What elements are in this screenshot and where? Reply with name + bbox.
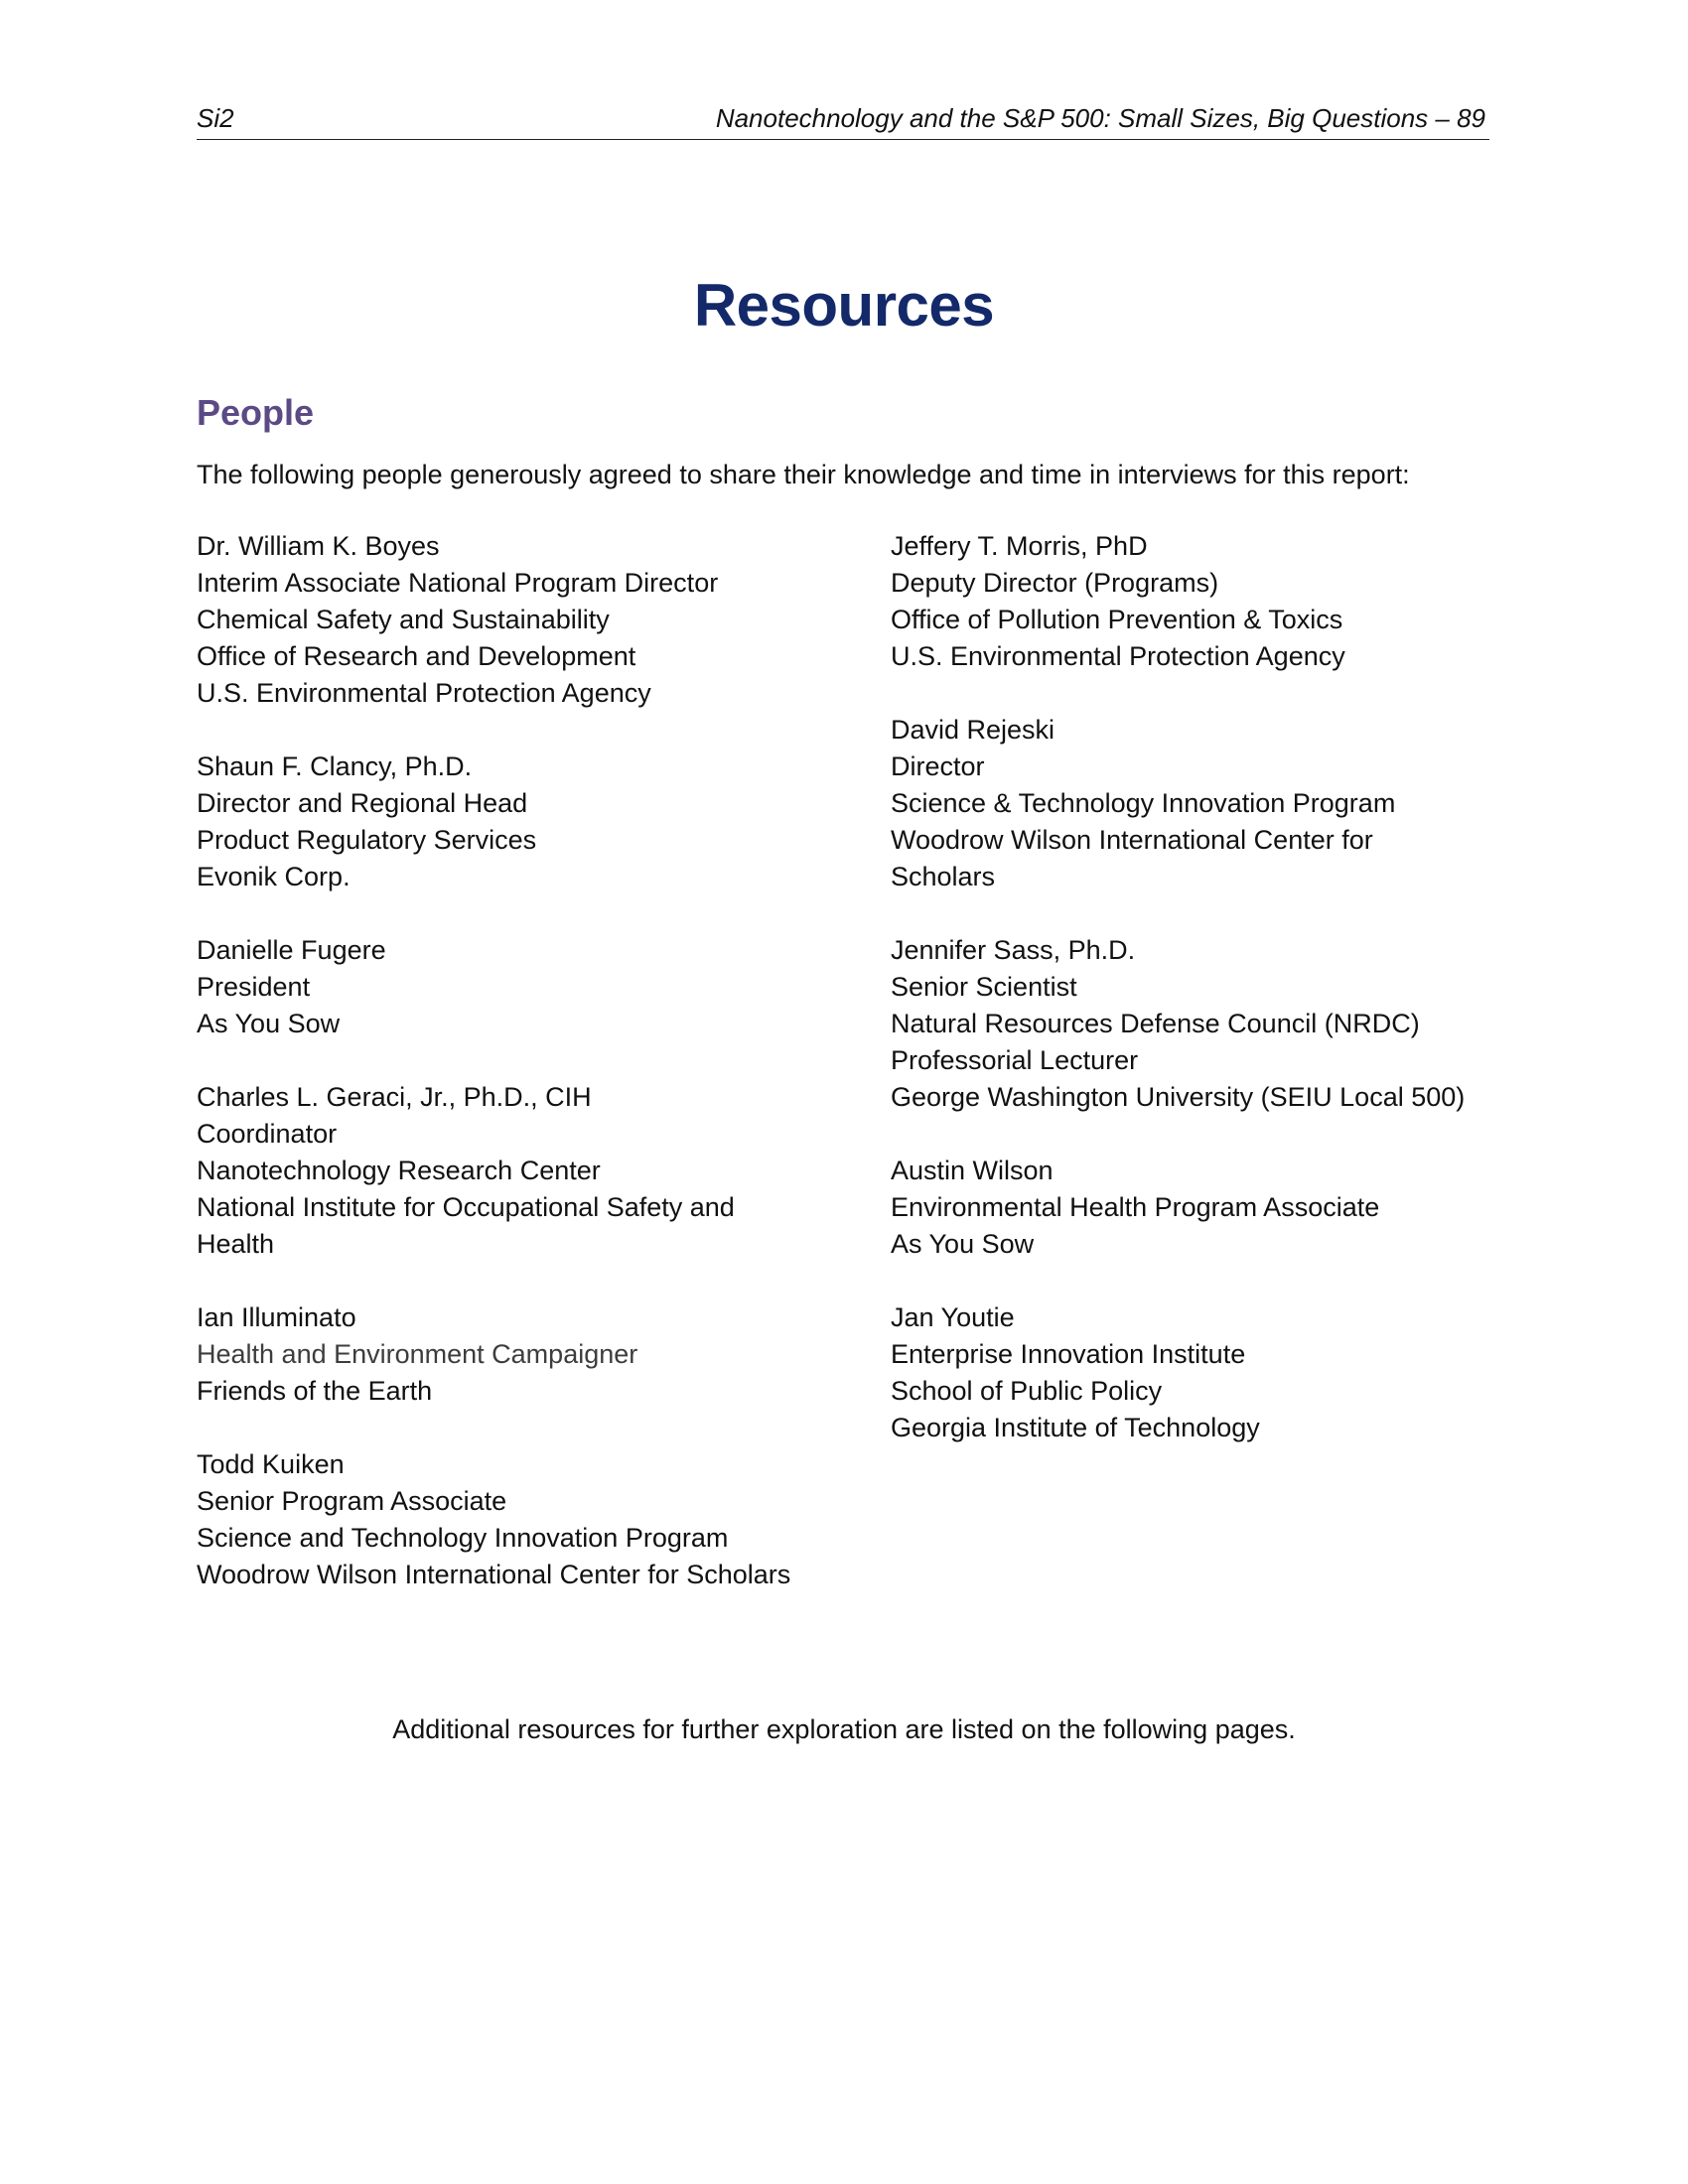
person-name: Danielle Fugere (197, 935, 386, 965)
person-name: Jan Youtie (891, 1302, 1015, 1332)
person-detail: Director (891, 751, 985, 781)
person-name: Jennifer Sass, Ph.D. (891, 935, 1136, 965)
person-detail: Chemical Safety and Sustainability (197, 605, 610, 634)
person-detail: Coordinator (197, 1119, 338, 1149)
person-detail: President (197, 972, 311, 1002)
person-entry (197, 1299, 872, 1410)
person-entry (197, 1079, 872, 1263)
person-entry (891, 1153, 1566, 1263)
person-detail: Environmental Health Program Associate (891, 1192, 1380, 1222)
person-name: Charles L. Geraci, Jr., Ph.D., CIH (197, 1082, 592, 1112)
person-detail: Science and Technology Innovation Program (197, 1523, 729, 1553)
person-entry (891, 1299, 1566, 1446)
person-detail: Evonik Corp. (197, 862, 351, 891)
person-detail: Science & Technology Innovation Program (891, 788, 1396, 818)
person-detail: Interim Associate National Program Director (197, 568, 719, 598)
people-column-left (197, 528, 872, 1630)
person-entry (891, 712, 1566, 895)
person-name: Shaun F. Clancy, Ph.D. (197, 751, 473, 781)
section-heading-people: People (197, 392, 315, 433)
person-detail: Office of Pollution Prevention & Toxics (891, 605, 1343, 634)
person-entry (197, 528, 872, 712)
person-detail: George Washington University (SEIU Local 500) (891, 1082, 1466, 1112)
person-detail: Deputy Director (Programs) (891, 568, 1219, 598)
person-name: Todd Kuiken (197, 1449, 345, 1479)
header-organization: Si2 (197, 103, 234, 133)
person-detail: Office of Research and Development (197, 641, 636, 671)
person-detail: As You Sow (197, 1009, 341, 1038)
person-detail: Health (197, 1229, 275, 1259)
page-title: Resources (693, 272, 995, 339)
person-detail: National Institute for Occupational Safety and (197, 1192, 735, 1222)
person-detail: Senior Scientist (891, 972, 1077, 1002)
person-detail: Woodrow Wilson International Center for (891, 825, 1373, 855)
person-entry (891, 932, 1566, 1116)
people-column-right (891, 528, 1566, 1483)
person-detail: Woodrow Wilson International Center for Scholars (197, 1560, 791, 1589)
person-detail: As You Sow (891, 1229, 1035, 1259)
footer-note: Additional resources for further exploration are listed on the following pages. (392, 1714, 1296, 1744)
person-detail: Director and Regional Head (197, 788, 528, 818)
person-detail: U.S. Environmental Protection Agency (891, 641, 1345, 671)
person-entry (197, 749, 872, 895)
person-detail: Scholars (891, 862, 996, 891)
header-report-title-page: Nanotechnology and the S&P 500: Small Sizes, Big Questions – 89 (715, 103, 1485, 133)
person-detail: Friends of the Earth (197, 1376, 433, 1406)
person-detail: Enterprise Innovation Institute (891, 1339, 1246, 1369)
person-name: David Rejeski (891, 715, 1055, 745)
person-detail: Nanotechnology Research Center (197, 1156, 601, 1185)
person-detail: Georgia Institute of Technology (891, 1413, 1260, 1442)
person-detail: Senior Program Associate (197, 1486, 507, 1516)
person-detail: Professorial Lecturer (891, 1045, 1139, 1075)
person-name: Austin Wilson (891, 1156, 1054, 1185)
person-name: Ian Illuminato (197, 1302, 356, 1332)
person-detail: Health and Environment Campaigner (197, 1339, 638, 1369)
person-name: Jeffery T. Morris, PhD (891, 531, 1148, 561)
section-intro: The following people generously agreed to share their knowledge and time in interviews for this report: (197, 460, 1410, 489)
person-detail: Product Regulatory Services (197, 825, 537, 855)
person-detail: School of Public Policy (891, 1376, 1163, 1406)
running-header (197, 97, 1489, 140)
person-detail: U.S. Environmental Protection Agency (197, 678, 651, 708)
person-entry (891, 528, 1566, 675)
person-name: Dr. William K. Boyes (197, 531, 440, 561)
person-entry (197, 932, 872, 1042)
person-detail: Natural Resources Defense Council (NRDC) (891, 1009, 1420, 1038)
person-entry (197, 1446, 872, 1593)
